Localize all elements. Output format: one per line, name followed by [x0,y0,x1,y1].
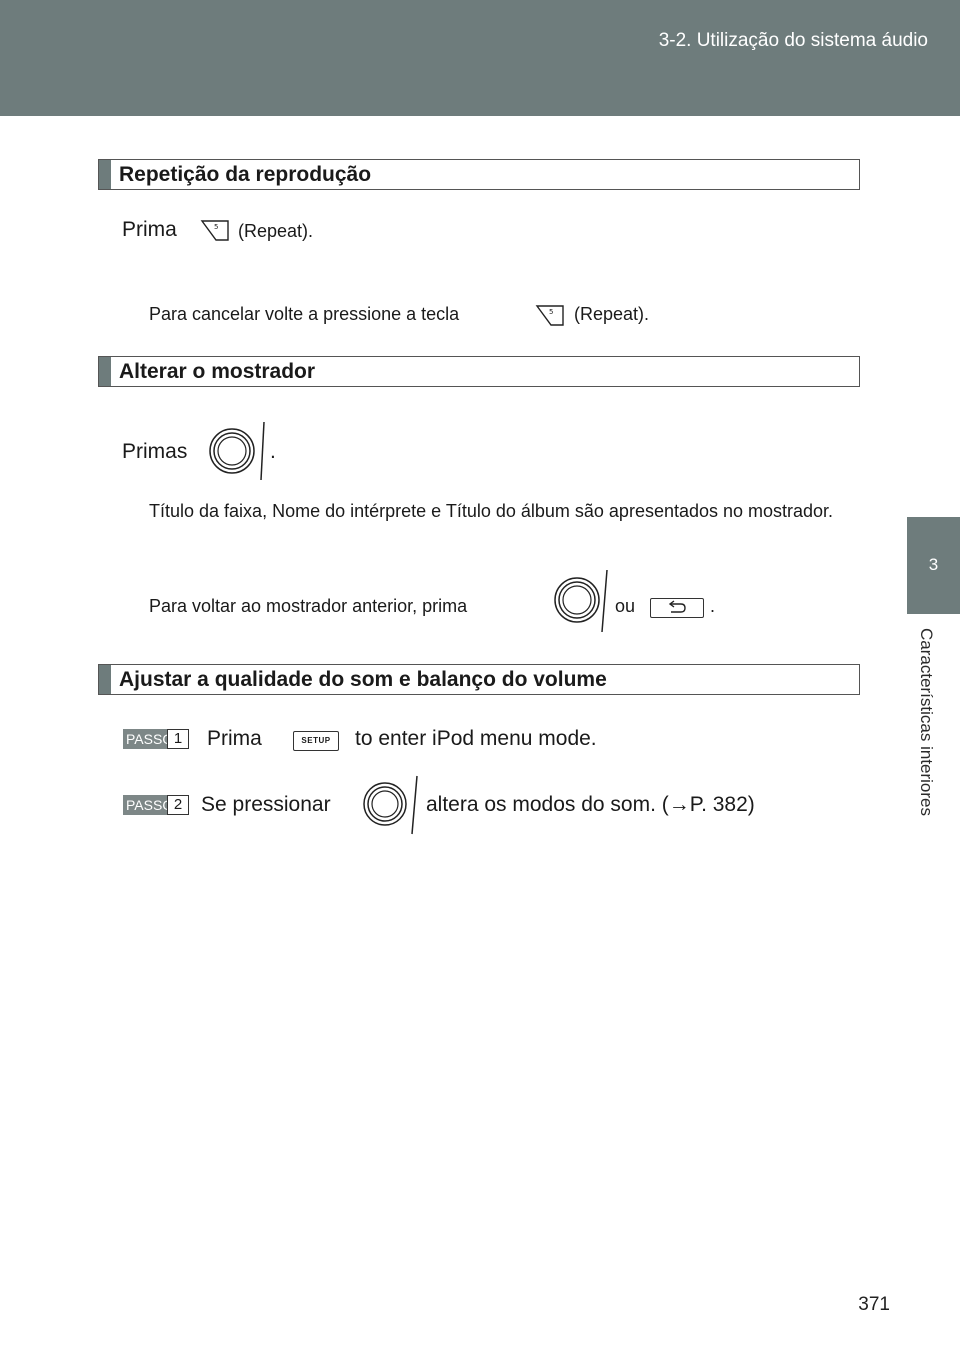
display-instruction-prefix: Primas [122,440,188,463]
step-number: 1 [167,729,189,749]
step-label: PASSO [123,795,167,815]
return-arrow-icon [651,599,703,617]
step1-suffix: to enter iPod menu mode. [355,727,597,750]
display-back-note-suffix: . [710,596,716,616]
repeat-key-icon [535,303,565,327]
step2-prefix: Se pressionar [201,793,331,816]
repeat-cancel-note-suffix: (Repeat). [574,304,650,324]
tune-knob-icon [550,568,612,634]
step-number: 2 [167,795,189,815]
section-title: Repetição da reprodução [119,162,372,186]
chapter-label-container [914,628,938,858]
display-back-note-or: ou [615,596,636,616]
page-number: 371 [858,1294,890,1315]
chapter-label: Características interiores [917,628,936,817]
section-title: Ajustar a qualidade do som e balanço do volume [119,667,607,691]
section-header-sound [98,664,860,695]
repeat-key-label: 5 [214,223,219,231]
tune-knob-icon [362,774,422,836]
tune-knob-icon [208,420,270,482]
chapter-tab [907,517,960,614]
back-key-icon [650,598,704,618]
repeat-instruction-suffix: (Repeat). [238,221,314,241]
section-header-accent [99,357,111,386]
section-header-display [98,356,860,387]
step2-suffix: altera os modos do som. (→P. 382) [426,793,755,816]
repeat-cancel-note-prefix: Para cancelar volte a pressione a tecla [149,304,460,324]
repeat-instruction-prefix: Prima [122,218,177,241]
repeat-key-icon [200,218,230,242]
chapter-number: 3 [928,555,939,574]
step-badge [123,729,189,749]
section-header-accent [99,160,111,189]
step-label: PASSO [123,729,167,749]
breadcrumb: 3-2. Utilização do sistema áudio [658,30,928,51]
section-title: Alterar o mostrador [119,359,316,383]
header-bar [0,0,960,116]
display-note-paragraph: Título da faixa, Nome do intérprete e Título do álbum são apresentados no mostrador. [149,501,834,521]
section-header-repeat [98,159,860,190]
step1-prefix: Prima [207,727,262,750]
display-back-note-prefix: Para voltar ao mostrador anterior, prima [149,596,468,616]
step-badge [123,795,189,815]
section-header-accent [99,665,111,694]
setup-key-icon: SETUP [293,731,339,751]
display-instruction-suffix: . [270,440,276,463]
repeat-key-label: 5 [549,308,554,316]
